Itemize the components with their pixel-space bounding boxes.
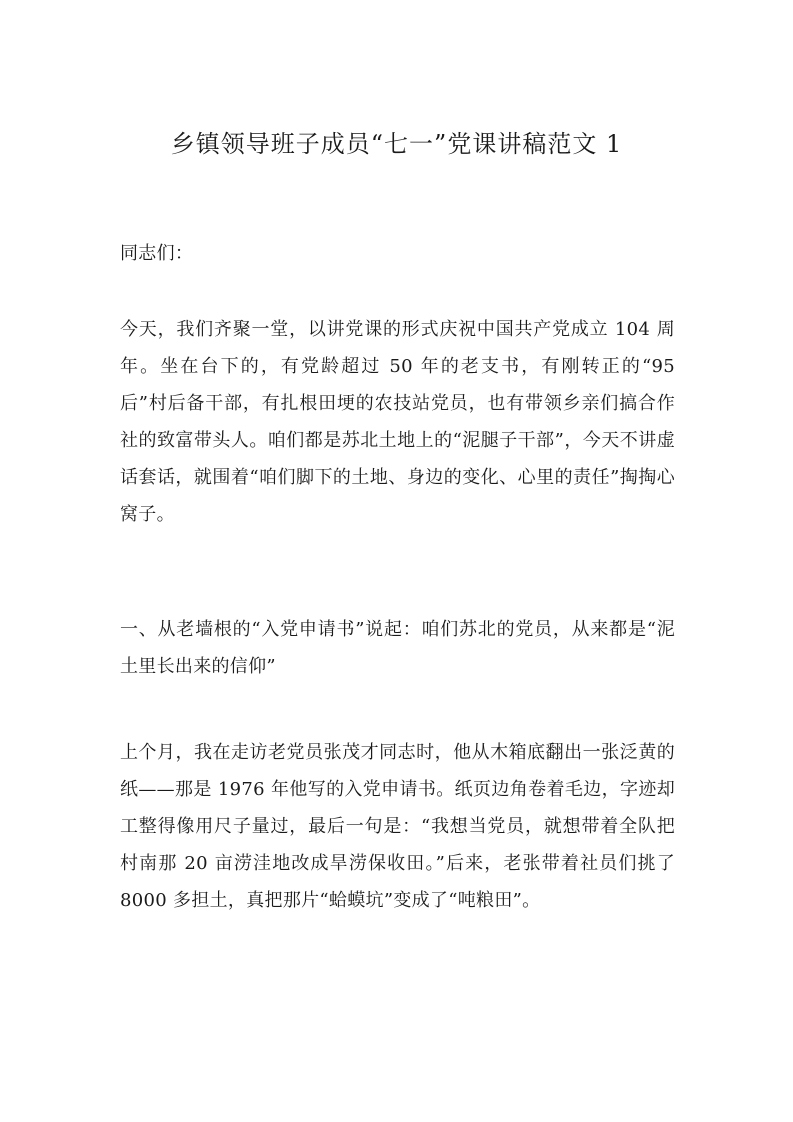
section-heading-one: 一、从老墙根的“入党申请书”说起：咱们苏北的党员，从来都是“泥土里长出来的信仰”	[120, 619, 675, 677]
paragraph-opening: 今天，我们齐聚一堂，以讲党课的形式庆祝中国共产党成立 104 周年。坐在台下的，有党龄超过 50 年的老支书，有刚转正的“95 后”村后备干部，有扎根田埂的农技站党员，也有带领乡亲们搞合作社的致富带头人。咱们都是苏北土地上的“泥腿子干部”，今天不讲虚话套话，就围着“咱们脚下的土地、身边的变化、心里的责任”掏掏心窝子。	[120, 319, 675, 525]
document-title: 乡镇领导班子成员“七一”党课讲稿范文 1	[170, 130, 623, 158]
salutation: 同志们：	[120, 243, 194, 264]
paragraph-story: 上个月，我在走访老党员张茂才同志时，他从木箱底翻出一张泛黄的纸——那是 1976 年他写的入党申请书。纸页边角卷着毛边，字迹却工整得像用尺子量过，最后一句是：“我想当党员，就想带着全队把村南那 20 亩涝洼地改成旱涝保收田。”后来，老张带着社员们挑了 8000 多担土，真把那片“蛤蟆坑”变成了“吨粮田”。	[120, 742, 675, 911]
